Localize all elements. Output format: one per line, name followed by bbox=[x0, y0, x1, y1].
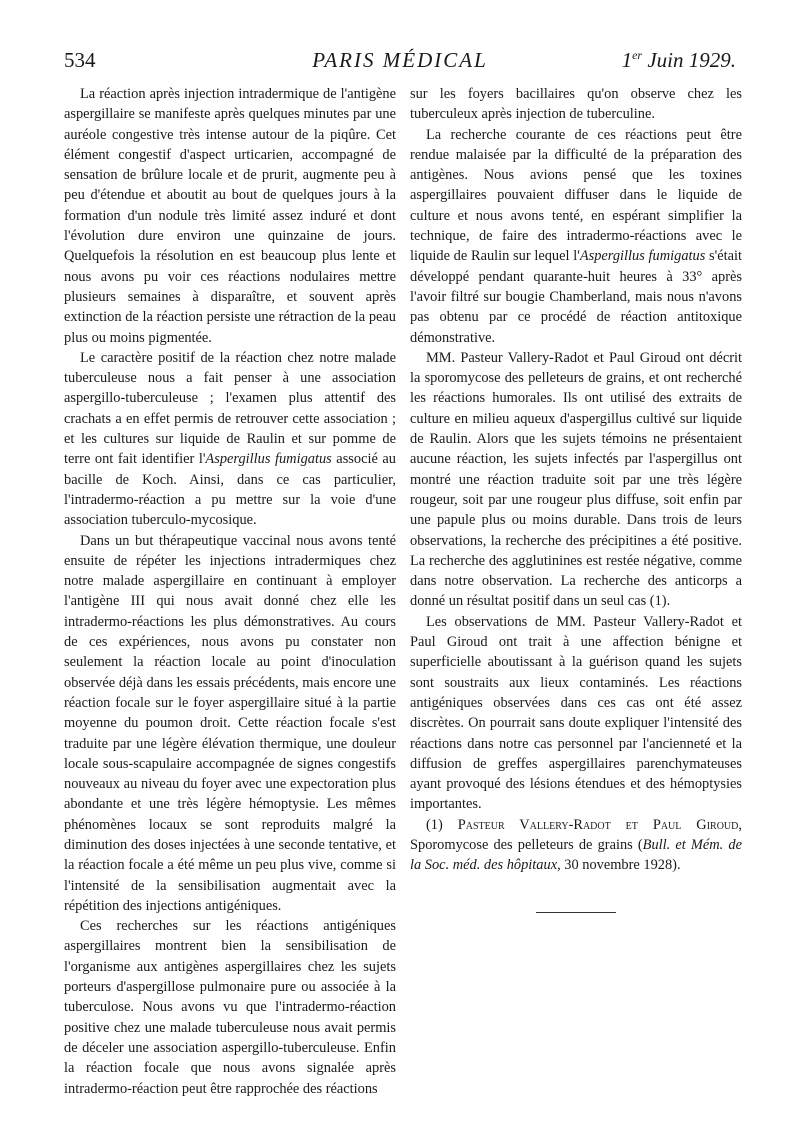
left-p2-species: Aspergillus fumigatus bbox=[205, 451, 332, 468]
footnote bbox=[410, 815, 742, 876]
right-paragraph-4: Les observations de MM. Pasteur Vallery-Radot et Paul Giroud ont trait à une affection bénigne et superficielle aboutissant à la guérison quand les sujets sont soustraits aux lieux contaminés. Les réactions antigéniques observées dans ces cas ont été assez discrètes. On pourrait sans doute expliquer l'intensité des réactions dans notre cas personnel par l'ancienneté et la diffusion de greffes aspergillaires parenchymateuses ayant provoqué des lésions étendues et des hémoptysies importantes. bbox=[410, 613, 742, 813]
footnote-journal: Bull. et Mém. de la Soc. méd. des hôpitaux bbox=[410, 836, 742, 874]
left-p2-text-a: Le caractère positif de la réaction chez notre malade tuberculeuse nous a fait penser à une association aspergillo-tuberculeuse ; l'examen plus attentif des crachats a en effet permis de retrouver cette association ; et les cultures sur liquide de Raulin et sur pomme de terre ont fait identifier l' bbox=[64, 349, 396, 468]
issue-date bbox=[622, 48, 736, 73]
journal-title: PARIS MÉDICAL bbox=[312, 48, 488, 72]
left-paragraph-4: Ces recherches sur les réactions antigéniques aspergillaires montrent bien la sensibilisation de l'organisme aux antigènes aspergillaires chez les sujets porteurs d'aspergillose pulmonaire pure ou associée à la tuberculose. Nous avons vu que l'intradermo-réaction positive chez une malade tuberculeuse nous avait permis de déceler une association aspergillo-tuberculeuse. Enfin la réaction focale que nous avons signalée après intradermo-réaction peut être rapprochée des réactions bbox=[64, 918, 396, 1097]
end-rule bbox=[536, 912, 616, 913]
issue-date-day: 1 bbox=[621, 48, 633, 72]
left-paragraph-3: Dans un but thérapeutique vaccinal nous avons tenté ensuite de répéter les injections intradermiques chez notre malade aspergillaire en continuant à employer l'antigène III qui nous avait donné chez elle les intradermo-réactions les plus démonstratives. Au cours de ces expériences, nous avons pu constater non seulement la réaction locale au point d'inoculation observée déjà dans les essais précédents, mais encore une réaction focale sur le foyer aspergillaire situé à la partie moyenne du poumon droit. Cette réaction focale s'est traduite par une légère élévation thermique, une douleur locale sous-scapulaire accompagnée de signes congestifs nouveaux au niveau du foyer avec une expectoration plus abondante et une très légère hémoptysie. Les mêmes phénomènes locaux se sont reproduits malgré la diminution des doses injectées à une seconde tentative, et la réaction focale a été même un peu plus vive, comme si l'intensité de la sensibilisation augmentait avec la répétition des injections antigéniques. bbox=[64, 532, 396, 914]
right-paragraph-3: MM. Pasteur Vallery-Radot et Paul Giroud ont décrit la sporomycose des pelleteurs de grains, et ont recherché les réactions humorales. Ils ont utilisé des extraits de culture en milieu aqueux d'aspergillus cultivé sur liquide de Raulin. Alors que les sujets témoins ne présentaient aucune réaction, les sujets infectés par l'aspergillus ont montré une réaction traduite soit par une très légère rougeur, soit par une rougeur plus diffuse, soit enfin par une papule plus ou moins durable. Dans trois de leurs observations, la recherche des précipitines a été positive. La recherche des agglutinines est restée négative, comme dans notre observation. La recherche des anticorps a donné un résultat positif dans un seul cas (1). bbox=[410, 349, 742, 610]
right-p2-text-a: La recherche courante de ces réactions peut être rendue malaisée par la difficulté de la préparation des antigènes. Nous avions pensé que les toxines aspergillaires pouvaient diffuser dans le liquide de culture et nous avons tenté, en espérant simplifier la technique, de faire des intradermo-réactions avec le liquide de Raulin sur lequel l' bbox=[410, 126, 742, 265]
left-column bbox=[64, 84, 396, 1099]
issue-date-rest: Juin 1929. bbox=[647, 48, 736, 72]
footnote-authors: Pasteur Vallery-Radot et Paul Giroud bbox=[457, 816, 739, 833]
right-paragraph-2 bbox=[410, 125, 742, 348]
footnote-marker: (1) bbox=[426, 816, 458, 833]
right-column bbox=[410, 84, 742, 913]
right-p2-text-b: s'était développé pendant quarante-huit heures à 33° après l'avoir filtré sur bougie Chamberland, mais nous n'avons pas obtenu par ce procédé de réaction antitoxique démonstrative. bbox=[410, 248, 742, 346]
left-p2-text-b: associé au bacille de Koch. Ainsi, dans ce cas particulier, l'intradermo-réaction a pu mettre sur la voie d'une association tuberculo-mycosique. bbox=[64, 451, 396, 529]
footnote-text-b: , 30 novembre 1928). bbox=[557, 857, 681, 874]
page-number: 534 bbox=[64, 48, 96, 72]
page-header bbox=[64, 48, 736, 80]
footnote-text-a: , Sporomycose des pelleteurs de grains ( bbox=[410, 816, 742, 853]
right-paragraph-1: sur les foyers bacillaires qu'on observe chez les tuberculeux après injection de tuberculine. bbox=[410, 86, 742, 123]
right-p2-species: Aspergillus fumigatus bbox=[579, 248, 706, 265]
left-paragraph-2 bbox=[64, 348, 396, 531]
left-paragraph-1: La réaction après injection intradermique de l'antigène aspergillaire se manifeste après quelques minutes par une auréole congestive très intense autour de la piqûre. Cet élément congestif d'aspect urticarien, accompagné de sensation de brûlure locale et de prurit, augmente peu à peu d'étendue et aboutit au bout de quelques jours à la formation d'un nodule très limité assez induré et dont l'évolution dure environ une quinzaine de jours. Quelquefois la résolution en est beaucoup plus lente et nous avons pu voir ces réactions nodulaires mettre plusieurs semaines à disparaître, et souvent après extinction de la réaction persiste une rétraction de la peau plus ou moins pigmentée. bbox=[64, 86, 396, 346]
issue-date-day-suffix: er bbox=[632, 48, 643, 62]
